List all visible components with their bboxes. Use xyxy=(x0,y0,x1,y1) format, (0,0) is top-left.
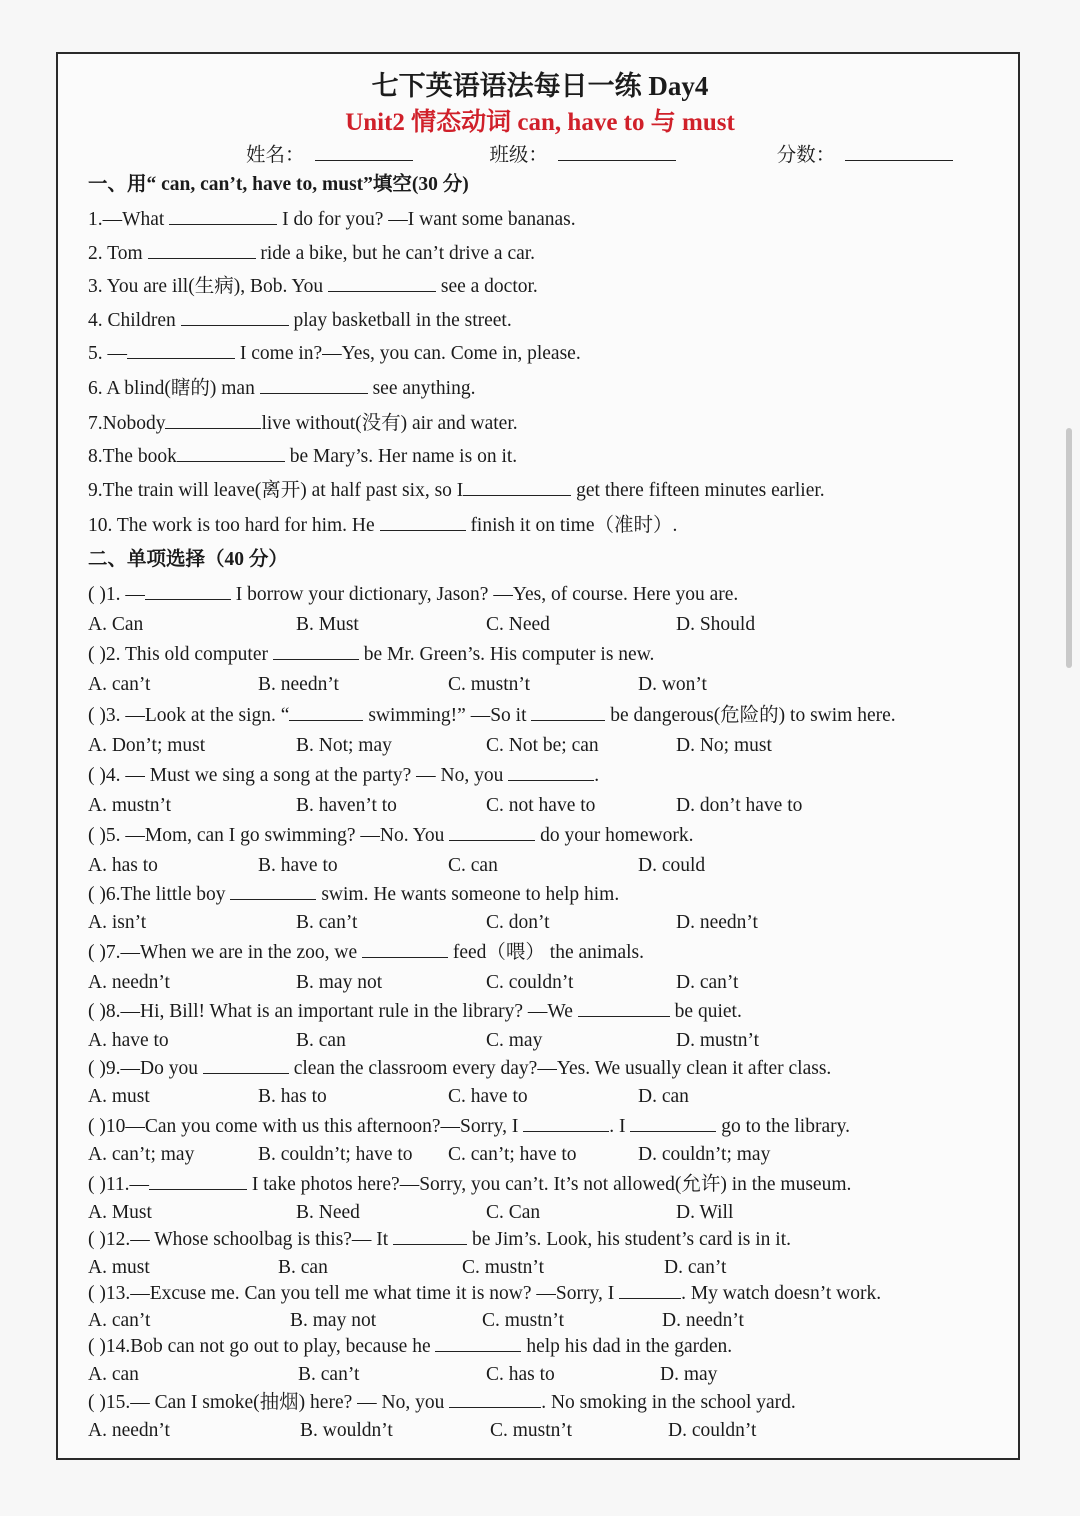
fill-in-text: 6. A blind(瞎的) man xyxy=(88,378,260,399)
question-text: feed（喂） the animals. xyxy=(447,942,645,963)
answer-option[interactable]: A. have to xyxy=(88,1030,169,1051)
answer-blank[interactable] xyxy=(578,999,670,1017)
answer-option[interactable]: D. needn’t xyxy=(676,912,758,933)
answer-option[interactable]: C. may xyxy=(486,1030,543,1051)
question-text: ( )1. — xyxy=(88,584,145,605)
answer-blank[interactable] xyxy=(449,823,535,841)
answer-blank[interactable] xyxy=(260,376,368,394)
section1-heading: 一、用“ can, can’t, have to, must”填空(30 分) xyxy=(88,174,469,195)
answer-option[interactable]: A. can’t xyxy=(88,1310,151,1331)
answer-blank[interactable] xyxy=(148,241,256,259)
answer-option[interactable]: C. couldn’t xyxy=(486,972,574,993)
fill-in-item xyxy=(88,241,535,267)
fill-in-text: 5. — xyxy=(88,343,127,364)
answer-option[interactable]: C. can’t; have to xyxy=(448,1144,577,1165)
answer-blank[interactable] xyxy=(449,1390,541,1408)
question-stem xyxy=(88,642,654,668)
answer-option[interactable]: B. Not; may xyxy=(296,735,392,756)
answer-blank[interactable] xyxy=(523,1114,609,1132)
answer-option[interactable]: B. Need xyxy=(296,1202,360,1223)
question-text: help his dad in the garden. xyxy=(521,1336,733,1357)
answer-option[interactable]: D. don’t have to xyxy=(676,795,803,816)
answer-option[interactable]: C. Can xyxy=(486,1202,541,1223)
fill-in-text: 3. You are ill(生病), Bob. You xyxy=(88,276,328,297)
answer-blank[interactable] xyxy=(169,207,277,225)
answer-blank[interactable] xyxy=(127,341,235,359)
fill-in-item xyxy=(88,207,576,233)
fill-in-text: 9.The train will leave(离开) at half past six, so I xyxy=(88,480,464,501)
question-stem xyxy=(88,1056,831,1082)
answer-blank[interactable] xyxy=(531,703,605,721)
answer-option[interactable]: B. couldn’t; have to xyxy=(258,1144,413,1165)
answer-option[interactable]: B. can xyxy=(296,1030,346,1051)
question-stem xyxy=(88,882,619,908)
answer-blank[interactable] xyxy=(230,882,316,900)
question-text: ( )6.The little boy xyxy=(88,884,231,905)
fill-in-text: ride a bike, but he can’t drive a car. xyxy=(255,243,536,264)
class-label: 班级： xyxy=(489,145,548,166)
question-stem xyxy=(88,940,644,966)
answer-blank[interactable] xyxy=(380,513,466,531)
answer-option[interactable]: B. Must xyxy=(296,614,359,635)
fill-in-item xyxy=(88,274,538,300)
question-stem xyxy=(88,1281,881,1307)
answer-option[interactable]: B. have to xyxy=(258,855,338,876)
answer-blank[interactable] xyxy=(145,582,231,600)
answer-option[interactable]: B. may not xyxy=(290,1310,377,1331)
question-text: be Mr. Green’s. His computer is new. xyxy=(358,644,655,665)
answer-option[interactable]: D. can xyxy=(638,1086,689,1107)
score-label: 分数： xyxy=(776,145,836,166)
answer-option[interactable]: A. Must xyxy=(88,1202,152,1223)
question-text: . xyxy=(594,765,600,786)
fill-in-item xyxy=(88,308,512,334)
score-blank[interactable] xyxy=(845,143,953,161)
answer-option[interactable]: A. needn’t xyxy=(88,1420,170,1441)
question-stem xyxy=(88,763,599,789)
fill-in-item xyxy=(88,478,825,504)
scrollbar[interactable] xyxy=(1066,428,1072,668)
answer-option[interactable]: C. mustn’t xyxy=(482,1310,564,1331)
question-text: ( )5. —Mom, can I go swimming? —No. You xyxy=(88,825,450,846)
answer-blank[interactable] xyxy=(165,411,261,429)
class-blank[interactable] xyxy=(558,143,676,161)
question-stem xyxy=(88,582,738,608)
answer-option[interactable]: D. couldn’t xyxy=(668,1420,757,1441)
question-text: go to the library. xyxy=(716,1116,850,1137)
question-text: ( )2. This old computer xyxy=(88,644,273,665)
question-text: be Jim’s. Look, his student’s card is in it. xyxy=(467,1229,792,1250)
answer-option[interactable]: A. can’t xyxy=(88,674,151,695)
answer-option[interactable]: D. may xyxy=(660,1364,718,1385)
answer-option[interactable]: B. haven’t to xyxy=(296,795,397,816)
answer-option[interactable]: D. needn’t xyxy=(662,1310,744,1331)
answer-option[interactable]: C. has to xyxy=(486,1364,555,1385)
page-title: 七下英语语法每日一练 Day4 xyxy=(371,71,709,101)
answer-option[interactable]: A. must xyxy=(88,1086,150,1107)
answer-option[interactable]: B. may not xyxy=(296,972,383,993)
answer-blank[interactable] xyxy=(203,1056,289,1074)
answer-option[interactable]: D. Will xyxy=(676,1202,734,1223)
question-stem xyxy=(88,823,693,849)
answer-option[interactable]: A. Don’t; must xyxy=(88,735,206,756)
answer-option[interactable]: D. can’t xyxy=(676,972,739,993)
fill-in-item xyxy=(88,513,677,539)
fill-in-text: live without(没有) air and water. xyxy=(261,413,518,434)
answer-option[interactable]: D. mustn’t xyxy=(676,1030,760,1051)
question-text: I take photos here?—Sorry, you can’t. It’s not allowed(允许) in the museum. xyxy=(247,1174,852,1195)
answer-option[interactable]: A. mustn’t xyxy=(88,795,172,816)
question-stem xyxy=(88,703,896,729)
answer-blank[interactable] xyxy=(435,1334,521,1352)
question-text: . My watch doesn’t work. xyxy=(681,1283,882,1304)
question-text: ( )9.—Do you xyxy=(88,1058,203,1079)
fill-in-text: 4. Children xyxy=(88,310,181,331)
answer-option[interactable]: D. could xyxy=(638,855,706,876)
section2-heading: 二、单项选择（40 分） xyxy=(88,549,288,570)
fill-in-text: finish it on time（准时）. xyxy=(465,515,678,536)
answer-option[interactable]: C. Need xyxy=(486,614,550,635)
answer-option[interactable]: C. have to xyxy=(448,1086,528,1107)
answer-option[interactable]: B. has to xyxy=(258,1086,327,1107)
question-stem xyxy=(88,1334,732,1360)
answer-option[interactable]: B. can’t xyxy=(296,912,358,933)
question-stem xyxy=(88,1114,850,1140)
question-text: ( )4. — Must we sing a song at the party? — No, you xyxy=(88,765,509,786)
answer-option[interactable]: D. No; must xyxy=(676,735,772,756)
answer-blank[interactable] xyxy=(289,703,363,721)
question-text: ( )7.—When we are in the zoo, we xyxy=(88,942,362,963)
name-label: 姓名： xyxy=(246,145,305,166)
question-text: do your homework. xyxy=(535,825,694,846)
question-text: . I xyxy=(609,1116,631,1137)
page-subtitle: Unit2 情态动词 can, have to 与 must xyxy=(345,109,735,136)
fill-in-item xyxy=(88,444,517,470)
question-text: ( )10—Can you come with us this afternoon?—Sorry, I xyxy=(88,1116,524,1137)
answer-option[interactable]: A. needn’t xyxy=(88,972,170,993)
question-text: be dangerous(危险的) to swim here. xyxy=(605,705,896,726)
answer-option[interactable]: A. can xyxy=(88,1364,139,1385)
answer-option[interactable]: D. couldn’t; may xyxy=(638,1144,771,1165)
answer-option[interactable]: B. wouldn’t xyxy=(300,1420,393,1441)
fill-in-text: 2. Tom xyxy=(88,243,148,264)
answer-option[interactable]: A. must xyxy=(88,1257,150,1278)
question-stem xyxy=(88,1390,796,1416)
answer-option[interactable]: C. mustn’t xyxy=(490,1420,572,1441)
fill-in-text: play basketball in the street. xyxy=(288,310,512,331)
answer-option[interactable]: A. Can xyxy=(88,614,144,635)
question-text: I borrow your dictionary, Jason? —Yes, of course. Here you are. xyxy=(230,584,739,605)
answer-blank[interactable] xyxy=(393,1227,467,1245)
fill-in-text: see a doctor. xyxy=(436,276,538,297)
fill-in-text: 7.Nobody xyxy=(88,413,166,434)
answer-blank[interactable] xyxy=(273,642,359,660)
answer-blank[interactable] xyxy=(362,940,448,958)
answer-option[interactable]: C. can xyxy=(448,855,498,876)
fill-in-item xyxy=(88,376,475,402)
question-text: be quiet. xyxy=(669,1001,742,1022)
fill-in-text: see anything. xyxy=(367,378,476,399)
answer-option[interactable]: D. can’t xyxy=(664,1257,727,1278)
answer-option[interactable]: B. needn’t xyxy=(258,674,339,695)
answer-option[interactable]: A. isn’t xyxy=(88,912,147,933)
question-text: ( )11.— xyxy=(88,1174,150,1195)
answer-blank[interactable] xyxy=(328,274,436,292)
question-text: clean the classroom every day?—Yes. We usually clean it after class. xyxy=(288,1058,832,1079)
question-text: ( )15.— Can I smoke(抽烟) here? — No, you xyxy=(88,1392,450,1413)
fill-in-text: 8.The book xyxy=(88,446,177,467)
answer-blank[interactable] xyxy=(149,1172,247,1190)
answer-blank[interactable] xyxy=(181,308,289,326)
fill-in-text: I do for you? —I want some bananas. xyxy=(277,209,576,230)
answer-option[interactable]: A. has to xyxy=(88,855,158,876)
question-text: ( )8.—Hi, Bill! What is an important rule in the library? —We xyxy=(88,1001,578,1022)
answer-option[interactable]: B. can’t xyxy=(298,1364,360,1385)
question-text: ( )3. —Look at the sign. “ xyxy=(88,705,290,726)
question-stem xyxy=(88,1172,851,1198)
fill-in-text: be Mary’s. Her name is on it. xyxy=(284,446,518,467)
answer-blank[interactable] xyxy=(463,478,571,496)
fill-in-text: I come in?—Yes, you can. Come in, please. xyxy=(235,343,581,364)
answer-option[interactable]: B. can xyxy=(278,1257,328,1278)
name-blank[interactable] xyxy=(315,143,413,161)
answer-option[interactable]: D. won’t xyxy=(638,674,707,695)
question-text: ( )13.—Excuse me. Can you tell me what time it is now? —Sorry, I xyxy=(88,1283,620,1304)
answer-option[interactable]: C. Not be; can xyxy=(486,735,599,756)
question-stem xyxy=(88,999,742,1025)
fill-in-text: get there fifteen minutes earlier. xyxy=(571,480,825,501)
answer-blank[interactable] xyxy=(177,444,285,462)
question-stem xyxy=(88,1227,791,1253)
answer-blank[interactable] xyxy=(630,1114,716,1132)
answer-option[interactable]: A. can’t; may xyxy=(88,1144,195,1165)
student-info-row xyxy=(246,143,953,169)
fill-in-item xyxy=(88,411,518,437)
answer-option[interactable]: C. don’t xyxy=(486,912,550,933)
question-text: swimming!” —So it xyxy=(363,705,532,726)
question-text: swim. He wants someone to help him. xyxy=(316,884,620,905)
question-text: . No smoking in the school yard. xyxy=(541,1392,796,1413)
answer-blank[interactable] xyxy=(508,763,594,781)
fill-in-text: 1.—What xyxy=(88,209,170,230)
answer-option[interactable]: C. mustn’t xyxy=(448,674,530,695)
answer-option[interactable]: D. Should xyxy=(676,614,756,635)
question-text: ( )14.Bob can not go out to play, because he xyxy=(88,1336,436,1357)
fill-in-text: 10. The work is too hard for him. He xyxy=(88,515,380,536)
question-text: ( )12.— Whose schoolbag is this?— It xyxy=(88,1229,394,1250)
fill-in-item xyxy=(88,341,581,367)
answer-blank[interactable] xyxy=(619,1281,681,1299)
answer-option[interactable]: C. mustn’t xyxy=(462,1257,544,1278)
answer-option[interactable]: C. not have to xyxy=(486,795,596,816)
